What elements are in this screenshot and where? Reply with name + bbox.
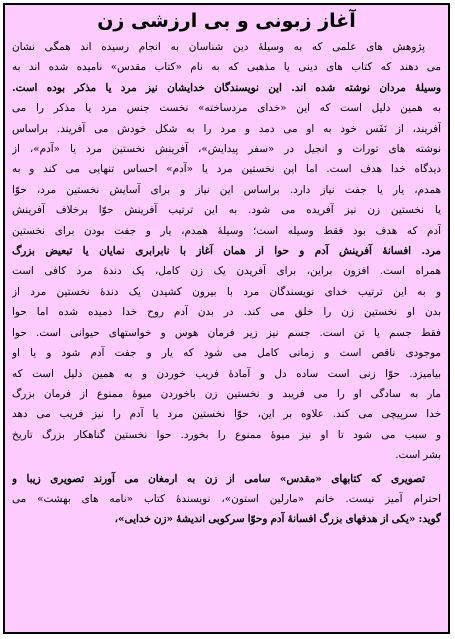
text-line: یا نخستین زن نیز آفریده می شود. به این ترتیب آفرینش حوّا برخلاف آفرینش — [12, 204, 441, 217]
text-line: بشر است. — [395, 449, 441, 462]
text-line: می دهند که کتاب های دینی یا مذهبی که به نام «کتاب مقدس» نامیده شده اند به — [12, 61, 441, 74]
paragraph — [12, 469, 441, 530]
text-line: به همین دلیل است که این «خدای مردساخته» نخست جنس مرد یا مذکر را می — [12, 102, 441, 115]
text-line: و به این ترتیب خدای نویسندگان مرد با بیرون کشیدن یک دندهٔ نخستین مرد از — [12, 285, 441, 298]
text-line: گوید: «یکی از هدفهای بزرگ افسانهٔ آدم وحوّا سرکوبی اندیشهٔ «زن خدایی»، — [114, 513, 441, 526]
text-line: همدم، یار یا جفت نیاز دارد. براساس این نیاز و برای آسایش نخستین مرد، حوّا — [12, 183, 441, 196]
text-line: مرد. افسانهٔ آفرینش آدم و حوا از همان آغاز با نابرابری نمایان یا تبعیض بزرگ — [12, 245, 441, 258]
text-line: بدن او نخستین زن را خلق می کند. در بدن آدم روح خدا دمیده شده اما حوا — [12, 306, 441, 319]
text-line: بیامیزد. حوّا زنی است ساده دل و آمادهٔ فریب خوردن و به همین دلیل است که — [12, 367, 441, 380]
text-line: تصویری که کتابهای «مقدس» سامی از زن به ارمغان می آورند تصویری زیبا و — [12, 472, 425, 485]
text-line: پژوهش های علمی که به وسیلهٔ دین شناسان به انجام رسیده اند همگی نشان — [12, 41, 425, 53]
text-line: وسیلهٔ مردان نوشته شده اند. این نویسندگان خدایشان نیز مرد یا مذکر بوده است. — [12, 81, 441, 94]
text-line: احترام آمیز نیست. خانم «مارلین استون»، نویسندهٔ کتاب «نامه های بهشت» می — [12, 492, 441, 505]
page-title: آغاز زبونی و بی ارزشی زن — [97, 10, 356, 32]
text-line: موجودی ناقص است و زمانی کامل می شود که یار و جفت آدم شود و یا او — [12, 347, 441, 360]
text-line: نوشته های تورات و انجیل در «سفر پیدایش»، آفرینش نخستین مرد یا «آدم»، از — [12, 143, 441, 156]
text-line: فقط جسم یا تن است. جسم نیز زیر فرمان هوس و خواستهای حیوانی است. حوا — [12, 326, 441, 339]
text-line: دیدگاه خدا هدف است. اما این نخستین مرد یا «آدم» احساس تنهایی می کند و به — [12, 163, 441, 176]
text-line: آفریند، از نَفَس خود به او می دمد و مرد را به شکل خودش می آفریند. براساس — [12, 122, 441, 135]
paragraph — [12, 37, 441, 466]
text-line: خدا سرپیچی می کند. علاوه بر این، حوّا نخستین مرد یا آدم را نیز فریب می دهد — [12, 408, 441, 421]
text-line: مار به سادگی او را می فریبد و نخستین زن باخوردن میوهٔ ممنوع از فرمان بزرگ — [12, 387, 441, 400]
text-line: و سبب می شود تا او نیز میوهٔ ممنوع را بخورد. حوا نخستین گناهکار بزرگ تاریخ — [12, 428, 441, 441]
document-page — [3, 3, 450, 634]
article-body — [12, 37, 441, 530]
text-line: آدم که هدف بود فقط وسیله است؛ وسیلهٔ همدم، یار و جفت بودن برای نخستین — [12, 224, 441, 237]
text-line: همراه است. افزون براین، برای آفریدن یک زن کامل، یک دندهٔ مرد کافی است — [12, 265, 441, 278]
